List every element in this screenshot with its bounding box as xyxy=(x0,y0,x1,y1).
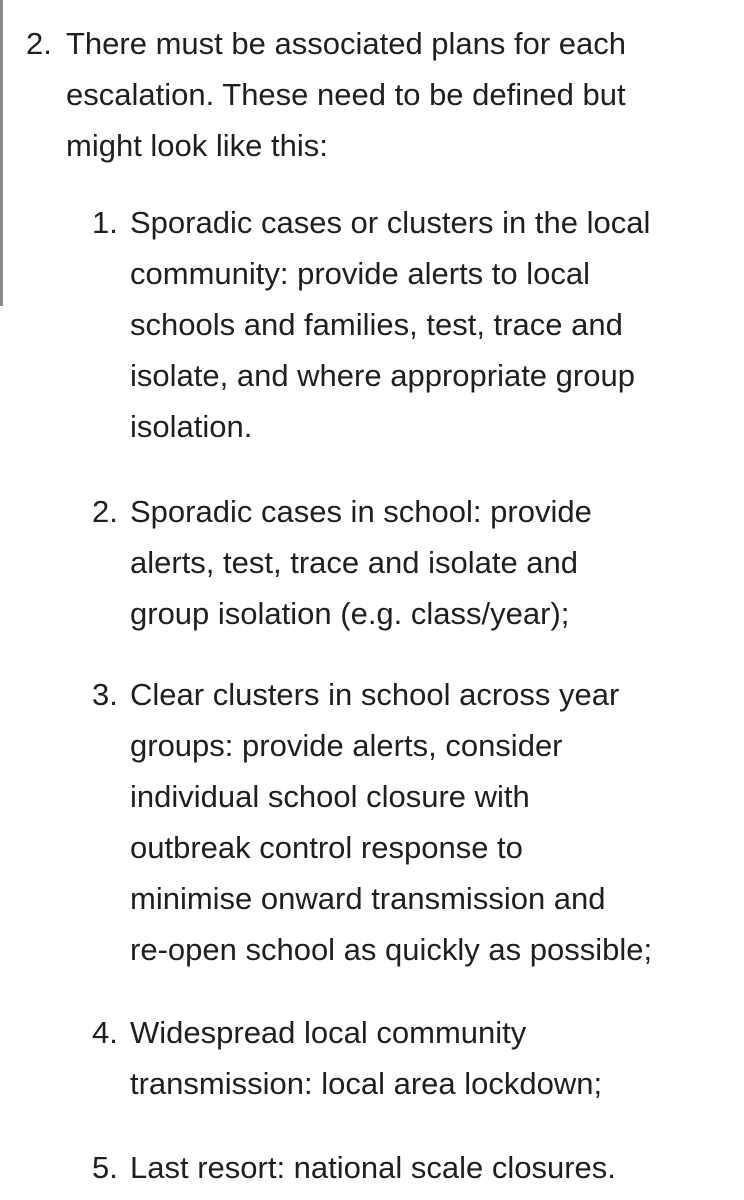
text-line: Last resort: national scale closures. xyxy=(130,1150,616,1185)
text-line: Widespread local community xyxy=(130,1015,527,1050)
text-line: schools and families, test, trace and xyxy=(130,307,623,342)
list-number: 2. xyxy=(26,26,52,61)
text-line: escalation. These need to be defined but xyxy=(66,77,626,112)
text-line: transmission: local area lockdown; xyxy=(130,1066,603,1101)
text-line: isolation. xyxy=(130,409,253,444)
list-number: 2. xyxy=(92,494,118,529)
text-line: community: provide alerts to local xyxy=(130,256,591,291)
list-item-text xyxy=(130,1007,730,1109)
list-number: 3. xyxy=(92,677,118,712)
list-item-text xyxy=(130,197,730,452)
text-line: Sporadic cases or clusters in the local xyxy=(130,205,651,240)
list-item-text xyxy=(130,1142,730,1193)
text-line: group isolation (e.g. class/year); xyxy=(130,596,570,631)
list-item-text xyxy=(66,18,726,171)
text-line: Clear clusters in school across year xyxy=(130,677,620,712)
text-line: might look like this: xyxy=(66,128,328,163)
list-item-text xyxy=(130,486,730,639)
text-line: isolate, and where appropriate group xyxy=(130,358,635,393)
text-line: outbreak control response to xyxy=(130,830,523,865)
list-number: 1. xyxy=(92,205,118,240)
text-line: minimise onward transmission and xyxy=(130,881,606,916)
scroll-indicator xyxy=(0,0,3,306)
text-line: There must be associated plans for each xyxy=(66,26,627,61)
list-number: 5. xyxy=(92,1150,118,1185)
list-number: 4. xyxy=(92,1015,118,1050)
text-line: individual school closure with xyxy=(130,779,530,814)
text-line: alerts, test, trace and isolate and xyxy=(130,545,579,580)
list-item-text xyxy=(130,669,730,975)
text-line: re-open school as quickly as possible; xyxy=(130,932,653,967)
text-line: Sporadic cases in school: provide xyxy=(130,494,592,529)
text-line: groups: provide alerts, consider xyxy=(130,728,563,763)
